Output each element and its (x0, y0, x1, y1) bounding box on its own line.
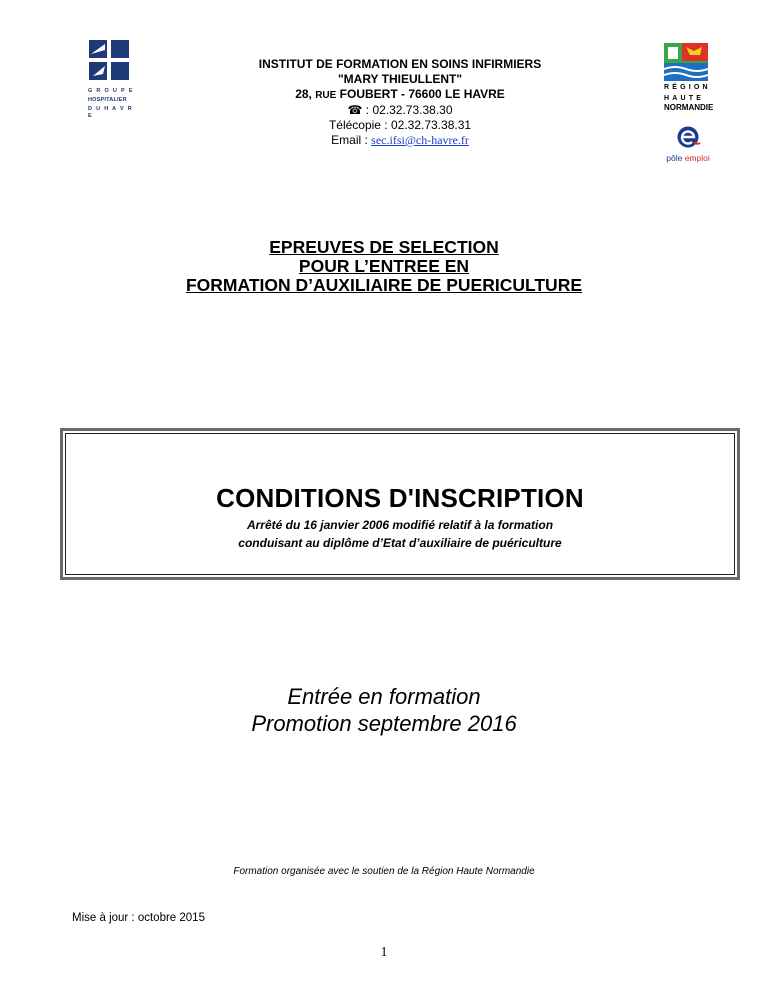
institute-header (200, 57, 600, 148)
page-number: 1 (380, 944, 388, 959)
institute-name: INSTITUT DE FORMATION EN SOINS INFIRMIERS (258, 57, 542, 71)
pole-emploi-text (660, 153, 716, 163)
groupe-hospitalier-logo (88, 40, 136, 120)
title-line-1-text: EPREUVES DE SELECTION (269, 237, 499, 257)
document-title (80, 238, 688, 295)
support-note: Formation organisée avec le soutien de la Région Haute Normandie (233, 866, 535, 877)
update-note: Mise à jour : octobre 2015 (72, 912, 205, 924)
entry-line-2: Promotion septembre 2016 (251, 711, 517, 736)
phone-icon: ☎ (347, 103, 363, 117)
region-text-2: HAUTE (664, 95, 705, 102)
institute-phone (200, 103, 600, 118)
conditions-box (60, 428, 740, 580)
region-text-1: RÉGION (664, 84, 711, 91)
institute-subname: "MARY THIEULLENT" (337, 72, 463, 86)
conditions-sub-1: Arrêté du 16 janvier 2006 modifié relatif à la formation (246, 518, 554, 532)
title-line-2-text: POUR L’ENTREE EN (298, 256, 470, 276)
logo-left-text-3: D U H A V R E (88, 106, 134, 119)
institute-fax: Télécopie : 02.32.73.38.31 (328, 118, 472, 132)
region-text-3: NORMANDIE (664, 103, 714, 112)
title-line-2 (80, 257, 688, 276)
phone-number: : 02.32.73.38.30 (362, 103, 453, 117)
address-rue: RUE (315, 90, 337, 101)
email-label: Email : (331, 133, 372, 147)
title-line-1 (80, 238, 688, 257)
pole-word: pôle (666, 153, 683, 163)
title-line-3-text: FORMATION D’AUXILIAIRE DE PUERICULTURE (185, 275, 582, 295)
title-line-3 (80, 276, 688, 295)
logo-left-text-1: G R O U P E (88, 88, 134, 94)
entry-line-1: Entrée en formation (287, 684, 481, 709)
address-street: FOUBERT - 76600 LE HAVRE (336, 87, 505, 101)
region-haute-normandie-logo (664, 43, 714, 112)
address-number: 28, (295, 87, 316, 101)
pole-emploi-logo (660, 126, 716, 163)
region-flag-icon (664, 43, 708, 81)
conditions-sub-2: conduisant au diplôme d’Etat d’auxiliaire de puériculture (238, 536, 562, 550)
hospital-cross-icon (89, 40, 133, 86)
pole-emploi-e-icon (675, 126, 701, 148)
institute-address (200, 87, 600, 103)
institute-email (200, 133, 600, 148)
conditions-heading: CONDITIONS D'INSCRIPTION (216, 483, 584, 513)
email-link[interactable]: sec.ifsi@ch-havre.fr (371, 133, 469, 147)
entry-section (150, 683, 618, 737)
logo-left-text-2: HOSPITALIER (88, 97, 127, 103)
emploi-word: emploi (684, 153, 710, 163)
